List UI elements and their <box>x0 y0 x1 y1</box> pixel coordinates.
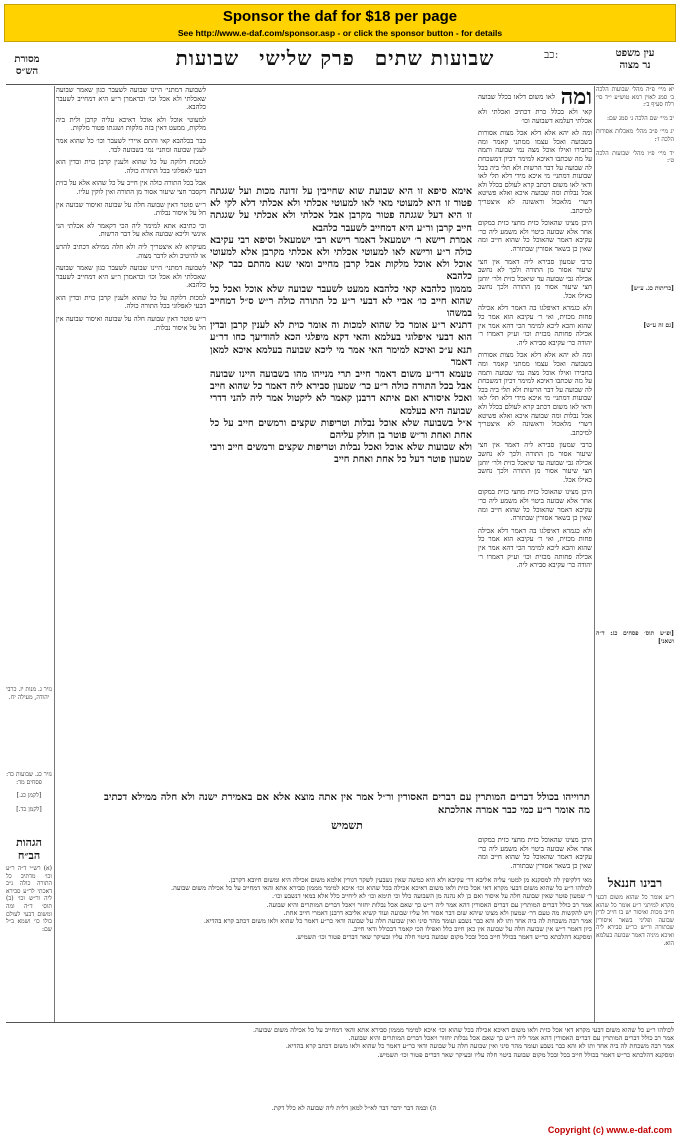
margin-tag: [גם זה ע״ש] <box>643 322 674 330</box>
hagahot-text: (א) רש״י ד״ה ר״ע וכו׳ מדתיב כל התורה כולה נ״ב דאכתי לר״ע סבירא ליה ור״ש וכו׳ (ב) תוס׳ ד״ה ומה ומשום דבעי לעולם כולו כו׳ ושמא ב״ל שם: <box>6 865 52 933</box>
bottom-note-line: אמר רבה משכחת לה ביה אחד ותו לא והא כבר נשבע ועומד מהר סיני ואין שבועה חלה על שבועה ודאי כר״ע דאמר כל שהוא ולאו משום דכתב קרא בהדיא. <box>285 1042 674 1051</box>
bottom-note-line: אמר רבה משכחת לה ביה אחד ותו לא והא כבר נשבע ועומד מהר סיני ואין שבועה חלה על שבועה ודאי כר״ע דאמר כל שהוא ולאו משום דכתב קרא בהדיא. <box>203 917 592 926</box>
bottom-note-line: לכולהו ר״ע כל שהוא משום דבעי מקרא דאי אכל כזית ולאו משום דאיכא אכילה בכל שהוא וכו׳ איכא למימר מממון סבירא אתא והאי דמחייב על כל אכילה משום שבועה. <box>253 1026 674 1034</box>
talmud-page <box>4 46 676 1120</box>
ein-mishpat-column <box>596 86 674 806</box>
bottom-note-line: ר׳ שמעון פוטר שאין שבועה חלה על איסור ואם כן לא נהנה מן השבועה כלל וכי תימא וכו׳ לא ליחייב כלל אלא במאי דנשבע וכו׳. <box>272 892 592 901</box>
rashi-paragraph: לשבועה דמתני׳ היינו שבועה לשעבר כגון שאמר שבועה שאכלתי ולא אכל וכו׳ וכדאמרן ר״ע היא דמחייב לשעבר כלהבא. <box>56 264 206 290</box>
gemara-segment: א״ל בשבועה שלא אוכל נבלות וטריפות שקצים ורמשים חייב על כל אחת ואחת ור״ש פוטר בן חולק עליהם <box>210 417 472 442</box>
gemara-column <box>210 186 472 891</box>
mishnah-text: ולא שבועות שלא אוכל ואכל נבלות וטריפות שקצים ורמשים חייב ורבי שמעון פוטר דעל כל אחת ואחת חייב <box>210 442 472 466</box>
rashi-paragraph: למעוטי אוכל ולא אוכל דאיכא עליה קרבן ולית ביה מלקות, ממעט דאין בזה מלקות ושגגתו פטור מלקות. <box>56 115 206 133</box>
page-number: כב: <box>544 48 559 61</box>
rashi-paragraph: ר״ש פוטר דאין שבועה חלה על שבועה ואיסור שבועה אין חל על איסור נבלות. <box>56 315 206 332</box>
tosafot-lead <box>478 86 592 125</box>
tosafot-paragraph: ולא כגמרא דאיפלגו בה דאמר דלא אכילה פחות מכזית, ואי ר׳ עקיבא הוא אמר כל שהוא והכא ליכא למימר הכי דהא אמר אין אכילה פחותה מכזית וכו׳ וע״ק דאמרו ר׳ יהודה כר׳ עקיבא סבירא ליה. <box>478 304 592 347</box>
ein-mishpat-entry: יד מיי׳ פ״ו מהל׳ שבועות הלכה ט׳: <box>596 149 674 165</box>
rashi-column <box>56 86 206 786</box>
gemara-segment: אמרת רישא ר׳ ישמעאל דאמר רישא רבי ישמעאל וסיפא רבי עקיבא כולה ר״ע ורישא לאו למעוטי אכלתי ולא אכלתי מקרבן אלא למעוטי אוכל ולא אוכל מלקות אבל קרבן מחייב ומאי שנא מהתם כבר קאי כלהבא <box>210 234 472 283</box>
rashi-paragraph: ר״ש פוטר דאין שבועה חלה על שבועה ואיסור שבועה אין חל על איסור נבלות. <box>56 200 206 218</box>
header-divider <box>6 84 674 85</box>
tosafot-column <box>478 86 592 826</box>
gemara-closing-text: תרוייהו בכולל דברים המותרין עם דברים האסורין ור״ל אמר אין אתה מוצא אלא אם באמירת ישנה ולא חלה ממילא דכתיב מה אומר ר״ע כמי כבר אמרה אהלכתא <box>104 792 590 816</box>
tosafot-paragraph: כרבי שמעון סבירא ליה דאמר אין חצי שיעור אסור מן התורה ולכך לא נחשב אכילה גבי שבועה עד שיאכל כזית ולר׳ יוחנן חצי שיעור אסור מן התורה ולכך נחשב כאילו אכל. <box>478 441 592 484</box>
ein-mishpat-heading: עין משפט נר מצוה <box>615 48 655 71</box>
gemara-end-word: תשמיש <box>331 819 363 832</box>
bottom-note-line: אמר רב כולל דברים המותרין עם דברים האסורין דהא אמר ליה ר״ש כך שאם אכל נבלות יחזור ויאכל דברים המותרים והיא שבועה. <box>266 900 592 909</box>
sponsor-banner[interactable] <box>4 4 676 42</box>
hagahot-title: הגהות הב״ח <box>16 836 42 862</box>
mesoret-entry: נזיר ג. מנות יז. כרבי יהודה, מעילה יח. <box>6 686 52 701</box>
tosafot-paragraph: היכן מצינו שהאוכל כזית מחצי כזית במקום אחר אלא שבועה ביטוי ולא משמע ליה כר׳ עקיבא דאמר שהאוכל כל שהוא חייב ומה שאין כן בשאר אסורין שבתורה. <box>478 836 592 870</box>
ein-mishpat-entry: יב מיי׳ שם הלכה ג׳ סמג שם: <box>607 114 674 122</box>
rabbeinu-chananel-box <box>596 876 674 1006</box>
hagahot-habach-box <box>6 836 52 1016</box>
title-chapter: פרק שלישי <box>259 46 355 70</box>
mesoret-column <box>6 86 52 876</box>
title-tractate-left: שבועות <box>175 46 240 70</box>
bottom-full-width <box>6 1026 674 1104</box>
rashi-paragraph: כבר בכלהבא קאי והתם איירי לשעבר וכו׳ כל שהוא אמר לענין שבועה ומתני׳ נמי בשבועה לבד. <box>56 136 206 154</box>
tosafot-paragraph: היכן מצינו שהאוכל כזית מחצי כזית במקום אחר אלא שבועה ביטוי ולא משמע ליה כר׳ עקיבא דאמר שהאוכל כל שהוא חייב ומה שאין כן בשאר אסורין שבתורה. <box>478 488 592 523</box>
bottom-note-line: ויש להקשות מה טעם דר׳ שמעון ולא מצינו שיהא שום דבר אסור חל עליו שבועה ועוד קשיא אליבא דרבנן דאמרי חייב אחת. <box>283 908 592 917</box>
bottom-note-line: לכולהו ר״ע כל שהוא משום דבעי מקרא דאי אכל כזית ולאו משום דאיכא אכילה בכל שהוא וכו׳ איכא למימר מממון סבירא אתא והאי דמחייב על כל אכילה משום שבועה. <box>171 884 592 893</box>
gemara-segment: אימא סיפא זו היא שבועת שוא שחייבין על זדונה מכות ועל שגגתה פטור זו היא למעוטי מאי לאו למעוטי אכלתי ולא אכלתי דלא לקי לא זו היא דעל שגגתה פטור מקרבן אבל אכלתי ולא אכלתי על שגגתה חייב קרבן ור״ע היא דמחייב לשעבר כלהבא <box>210 186 472 234</box>
ein-mishpat-entry: יג מיי׳ פ״ב מהל׳ מאכלות אסורות הלכה ז׳: <box>596 128 674 143</box>
copyright-notice: Copyright (c) www.e-daf.com <box>547 1125 672 1135</box>
mesoret-heading: מסורת הש״ס <box>14 54 40 77</box>
footnote-text: ה) ובמה דבר ידבר דבר לא״ל למאן דלית ליה שבועה לא כלל דקת. <box>271 1104 437 1112</box>
sponsor-subtitle[interactable]: See http://www.e-daf.com/sponsor.asp - or click the sponsor button - for details <box>177 28 503 38</box>
bottom-note-line: אמר רב כולל דברים המותרין עם דברים האסורין דהא אמר ליה ר״ש כך שאם אכל נבלות יחזור ויאכל דברים המותרים והיא שבועה. <box>348 1034 674 1043</box>
ein-mishpat-entry: יא מיי׳ פ״ה מהל׳ שבועות הלכה ב׳ סמג לאוין רמא טוש״ע י״ד סי׳ רלח סעיף ב׳: <box>596 86 674 109</box>
tosafot-paragraph: ומה לא יהא אלא דלא אכל מצות אסורות בשבועה ואכל עצמו ממתני קאמר ומה בחבירו ואילו אוכל מצה נמי שבועה ותמה על מה שכתבו דאיכא למימר דכיון דמשכחת לה שבועה על דבר הרשות ולא תלי ביה בכל שבועות דמתני׳ מי איכא מידי דלא תלי לאו ודאי לאו משום דכתב קרא לעולם בכלל ולא אכל נבלות ומה שבועה איכא ואלא פשיטא דשרי מלאכול וראשונה לא איצטריך למיכתב. <box>478 351 592 437</box>
sponsor-title[interactable]: Sponsor the daf for $18 per page <box>222 8 458 25</box>
column-divider <box>54 86 55 1022</box>
tosafot-paragraph: ולא כגמרא דאיפלגו בה דאמר דלא אכילה פחות מכזית, ואי ר׳ עקיבא הוא אמר כל שהוא והכא ליכא למימר הכי דהא אמר אין אכילה פחותה מכזית וכו׳ וע״ק דאמרו ר׳ יהודה כר׳ עקיבא סבירא ליה. <box>478 526 592 570</box>
rabbeinu-title: רבינו חננאל <box>607 876 663 890</box>
bottom-note-line: ומסקנא דהלכתא כר״ש דאמר בכולל חייב בכל ובכל מקום שבועה ביטוי חלה עליו ובעיקר שאר דברים פטור וכו׳ תשמיש. <box>295 933 592 942</box>
mesoret-entry: [לקמן כג.] <box>16 792 42 800</box>
rashi-paragraph: למכות דלוקה על כל שהוא ולענין קרבן כוית ובדין הוא דבעי לאפלוגי בכל התורה כולה. <box>56 293 206 311</box>
rashi-paragraph: לשבועה דמתני׳ היינו שבועה לשעבר כגון שאמר שבועה שאכלתי ולא אכל וכו׳ וכדאמרן ר״ע היא דמחייב לשעבר כלהבא. <box>56 86 206 112</box>
margin-tag: [כריתות כג. ע״ש] <box>630 284 674 292</box>
mesoret-entry: נזיר כג. שבועות כד: פסחים מד: <box>6 771 52 786</box>
rashi-paragraph: אבל בכל התורה כולה אין חייב על כל שהוא אלא על כזית דקסבר חצי שיעור אסור מן התורה ואין לוקין עליו. <box>56 179 206 196</box>
bottom-note-line: כיון דאמר ר״ש אין שבועה חלה על שבועה אין כאן חיוב כלל ואפילו הכי קאמר דבכולל ודאי חייב. <box>352 925 592 934</box>
gemara-segment: דתניא ר״ע אומר כל שהוא למכות וה אומר כוית לא לענין קרבן ובדין הוא דבעי איפלוגי בעלמא והאי דקא מיפלגי הכא להודיעך כחו דר״ע תנא ע״כ ואיכא למימר האי אמר מי ליכא שבועה בעלמא איכא למאן דאמר <box>210 320 472 368</box>
rashi-paragraph: וכי כתיבא אתא למימר ליה הכי דקאמר לא אכלתי הני אינשי וליכא שבועה אלא על דבר הרשות. <box>56 221 206 239</box>
tosafot-paragraph: היכן מצינו שהאוכל כזית מחצי כזית במקום אחר אלא שבועה ביטוי ולא משמע ליה כר׳ עקיבא דאמר שהאוכל כל שהוא חייב ומה שאין כן בשאר אסורין שבתורה. <box>478 219 592 253</box>
tosafot-paragraph: ומה לא יהא אלא דלא אכל מצות אסורות בשבועה ואכל עצמו ממתני קאמר ומה בחבירו ואילו אוכל מצה נמי שבועה ותמה על מה שכתבו דאיכא למימר דכיון דמשכחת לה שבועה על דבר הרשות ולא תלי ביה בכל שבועות דמתני׳ מי איכא מידי דלא תלי לאו ודאי לאו משום דכתב קרא לעולם בכלל ולא אכל נבלות ומה שבועה איכא ואלא פשיטא דשרי מלאכול וראשונה לא איצטריך למיכתב. <box>478 129 592 215</box>
rashi-paragraph: למכות דלוקה על כל שהוא ולענין קרבן כוית ובדין הוא דבעי לאפלוגי בכל התורה כולה. <box>56 158 206 175</box>
tosafot-opening-word: ומה <box>560 86 592 110</box>
bottom-note-line: מאי דלקיפין לה למסקנא מן למטו׳ עליה אליבא דר׳ עקיבא ולא היא כמשה שאין נשבעין לשקר דגורין אלמא משום אכילה היא ומשום חיובא דקרבן. <box>228 876 592 884</box>
bottom-divider <box>6 1022 674 1023</box>
mesoret-entry: [לקמן כד.] <box>16 805 42 813</box>
gemara-segment: טעמא דר״ע משום דאמר חייב תרי מנייהו מהו בשבועה היינו שבועה אבל בכל התורה כולה ר״ע כר׳ שמעון סבירא ליה דאמר כל שהוא חייב ואכל איסורא ואם איתא דרבנן קאמר לא ליקטול אמר ליה להני דדרי שבועה היא בעלמא <box>210 369 472 417</box>
rashi-paragraph: מעיקרא לא איצטריך ליה ולא חלה ממילא דכתיב להרע או להיטיב ולא לדבר מצוה. <box>56 242 206 260</box>
rabbeinu-text: ר״ע אומר כל שהוא משום דבעי מקרא למיתני ר״ע אומר כל שהוא חייב מכות ואיסור יש בו חייב לדין שבועה ופליגי בשאר איסורין שבתורה ור״ש כר״ע סבירא ליה ואיכא מיניה דאמר שבועה בעלמא הוא. <box>596 894 674 947</box>
tosafot-lead-text: לאו משום דלאו בכלל שבועה קאי ולא בכלל כרת דכתיב ואכלתי ולא אכלתי דעלמא דשבועה וכו׳ <box>478 93 592 125</box>
bottom-note-line: ומסקנא דהלכתא כר״ש דאמר בכולל חייב בכל ובכל מקום שבועה ביטוי חלה עליו ובעיקר שאר דברים פטור וכו׳ תשמיש. <box>377 1050 674 1059</box>
page-title <box>150 46 520 86</box>
title-tractate-right: שבועות שתים <box>374 46 495 70</box>
gemara-segment: מממון כלהבא קאי כלהבא ממעט לשעבר שבועה שלא אוכל ואכל כל שהוא חייב כו׳ אביי לא דבעי ר״ע כל התורה כולה ר״ש ס״ל דמחייב במשהו <box>210 283 472 320</box>
bottom-commentary <box>56 876 592 1024</box>
margin-tag: [ופ״ש תוס׳ פסחים כג: ד״ה ושאני] <box>596 629 674 645</box>
footnote <box>124 1104 584 1116</box>
tosafot-paragraph: כרבי שמעון סבירא ליה דאמר אין חצי שיעור אסור מן התורה ולכך לא נחשב אכילה גבי שבועה עד שיאכל כזית ולר׳ יוחנן חצי שיעור אסור מן התורה ולכך נחשב כאילו אכל. <box>478 257 592 300</box>
column-divider <box>594 86 595 1022</box>
